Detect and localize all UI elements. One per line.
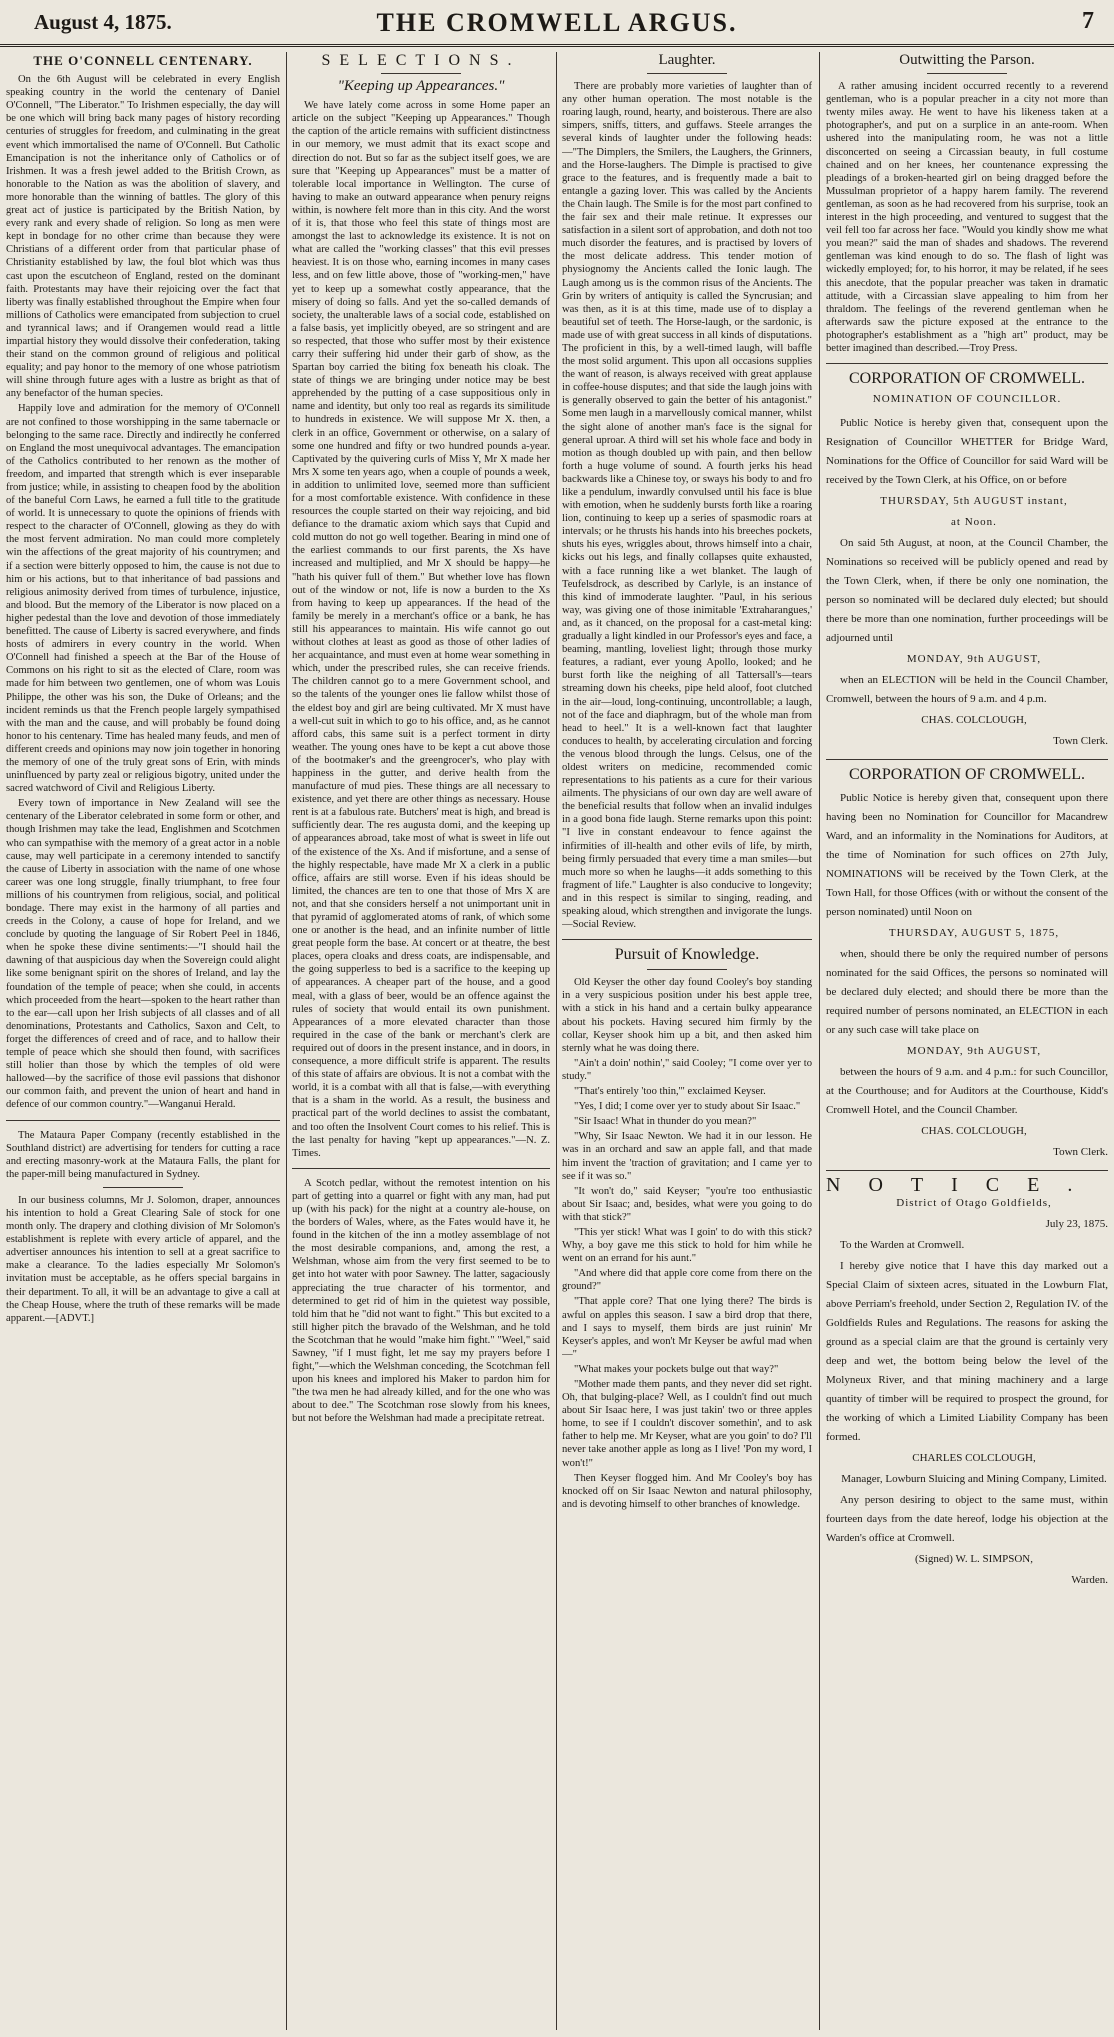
column-2 (292, 52, 550, 2030)
article-paragraph: "Mother made them pants, and they never did set right. Oh, that bulging-place? Well, as I couldn't find out much about Sir Isaac here, I was just takin' two or three apples home, to see if I couldn't discover somethin', and to ask father to help me. Mr Keyser, what are you goin' to do? I'll never take another apple as long as I live! 'Pon my word, I won't!" (562, 1379, 812, 1469)
masthead (0, 0, 1114, 47)
column-3 (562, 52, 812, 2030)
article-heading: Pursuit of Knowledge. (614, 946, 760, 964)
notice-date: THURSDAY, 5th AUGUST instant, (880, 495, 1068, 508)
issue-date: August 4, 1875. (34, 10, 172, 34)
notice-title: NOTICE. (826, 1174, 1101, 1197)
notice-subtitle: NOMINATION OF COUNCILLOR. (872, 393, 1062, 406)
notice-body: On said 5th August, at noon, at the Council Chamber, the Nominations so received will be publicly opened and read by the Town Clerk, when, if there be only one nomination, the person so nominated will be declared duly elected; but should there be more than one nomination, further proceedings will be adjourned until (826, 537, 1108, 645)
notice-body: Public Notice is hereby given that, consequent upon the Resignation of Councillor WHETTER for Bridge Ward, Nominations for the Office of Councillor for said Ward will be received by the Town Clerk, at his Office, on or before (826, 417, 1108, 487)
divider (103, 1187, 183, 1188)
article-paragraph: Old Keyser the other day found Cooley's boy standing in a very suspicious position under his best apple tree, with a stick in his hand and a certain bulky appearance about his pockets. Having secured him firmly by the collar, Keyser shook him up a bit, and then asked him sternly what he was doing there. (562, 977, 812, 1054)
divider (381, 73, 461, 74)
divider (826, 363, 1108, 364)
article-paragraph: "That's entirely 'too thin,'" exclaimed Keyser. (574, 1086, 766, 1098)
notice-role: Warden. (1071, 1574, 1108, 1587)
notice-signature: CHAS. COLCLOUGH, (921, 714, 1027, 727)
article-heading: "Keeping up Appearances." (337, 78, 505, 95)
column-1 (6, 52, 280, 2030)
notice-body: between the hours of 9 a.m. and 4 p.m.: for such Councillor, at the Courthouse; and for Auditors at the Courthouse, Kidd's Cromwell Hotel, and the Council Chamber. (826, 1066, 1108, 1117)
notice-title: CORPORATION OF CROMWELL. (848, 370, 1085, 388)
divider (647, 969, 727, 970)
notice-signature: (Signed) W. L. SIMPSON, (915, 1553, 1033, 1566)
article-paragraph: "This yer stick! What was I goin' to do with this stick? Why, a boy gave me this stick to hold for him while he went on an errand for his aunt." (562, 1226, 812, 1265)
column-rule (286, 52, 287, 2030)
column-rule (819, 52, 820, 2030)
divider (292, 1168, 550, 1169)
notice-signature: CHAS. COLCLOUGH, (921, 1125, 1027, 1138)
article-heading: Outwitting the Parson. (899, 52, 1035, 68)
notice-title: CORPORATION OF CROMWELL. (848, 766, 1085, 784)
column-4 (826, 52, 1108, 2030)
notice-date: MONDAY, 9th AUGUST, (906, 1045, 1042, 1058)
divider (647, 73, 727, 74)
notice-signature: CHARLES COLCLOUGH, (912, 1452, 1036, 1465)
notice-body: Any person desiring to object to the same must, within fourteen days from the date hereof, lodge his objection at the Warden's office at Cromwell. (826, 1494, 1108, 1545)
news-item: In our business columns, Mr J. Solomon, draper, announces his intention to hold a Great Clearing Sale of stock for one month only. The drapery and clothing division of Mr Solomon's establishment is replete with every article of apparel, and the advertiser announces his intention to sell at a great sacrifice to make a clearance. To the ladies especially Mr Solomon's invitation must be acceptable, as he offers special bargains in their department. To all, it will be an advantage to give a call at the Cheap House, where the truth of these remarks will be made apparent.—[ADVT.] (6, 1194, 280, 1324)
notice-body: I hereby give notice that I have this day marked out a Special Claim of sixteen acres, situated in the Lowburn Flat, above Perriam's freehold, under Section 2, Regulation IV. of the Goldfields Rules and Regulations. The reasons for asking the ground as a special claim are that the ground is certainly very deep and wet, the bottom being below the level of the Molyneux River, and that mining machinery and a large quantity of timber will be required to prospect the ground, for the working of which a Limited Liability Company has been formed. (826, 1260, 1108, 1444)
notice-date: July 23, 1875. (1045, 1218, 1108, 1231)
section-heading: SELECTIONS. (321, 52, 521, 69)
newspaper-title: THE CROMWELL ARGUS. (376, 8, 738, 37)
notice-body: Public Notice is hereby given that, consequent upon there having been no Nomination for Councillor for Macandrew Ward, and an informality in the Nominations for Auditors, at the time of Nomination for such offices on 27th July, NOMINATIONS will be received by the Town Clerk, at the Town Hall, for those Offices (with or without the consent of the person nominated) until Noon on (826, 792, 1108, 919)
divider (6, 1120, 280, 1121)
notice-addressee: To the Warden at Cromwell. (840, 1239, 965, 1252)
article-paragraph: "And where did that apple core come from there on the ground?" (562, 1268, 812, 1293)
article-paragraph: A Scotch pedlar, without the remotest intention on his part of getting into a quarrel or fight with any man, had put up (with his pack) for the night at a country ale-house, on the borders of Wales, where, as the Fates would have it, he found in the kitchen of the inn a motley assemblage of not the most desirable companions, and, among the rest, a Welshman, whose aim from the very first seemed to be to get into hot water with poor Sawney. The latter, sagaciously appreciating the true character of his tormentor, and determined to get rid of him in the quietest way possible, told him that he "did not want to fight." This but excited to a still higher pitch the bravado of the Welshman, and he told the Scotchman that he would "make him fight." "Weel," said Sawney, "if I must fight, let me say my prayers before I fight,"—which the Welshman conceding, the Scotchman fell upon his knees and implored his Maker to pardon him for "the twa men he had already killed, and for the one who was about to dee." The Scotchman rose slowly from his knees, but not before the Welshman had made a precipitate retreat. (292, 1177, 550, 1425)
public-notice (826, 768, 1108, 1162)
article-paragraph: "Sir Isaac! What in thunder do you mean?" (574, 1116, 757, 1128)
divider (562, 939, 812, 940)
article-heading: THE O'CONNELL CENTENARY. (33, 53, 253, 68)
article-paragraph: "Yes, I did; I come over yer to study about Sir Isaac." (574, 1101, 801, 1113)
article-paragraph: A rather amusing incident occurred recently to a reverend gentleman, who is a popular preacher in a city not more than twenty miles away. He went to have his likeness taken at a photographer's, and put on a surplice in an ante-room. When ushered into the manipulating room, he was not a little disconcerted on seeing a Circassian beauty, in full costume chained and on her knees, her countenance expressing the pleadings of a broken-hearted girl on being dragged before the Mussulman proprietor of a happy harem family. The reverend gentleman, as soon as he had recovered from his surprise, took an interest in the high proceeding, and ventured to suggest that the veil fell too far across her face. "Would you kindly show me what you mean?" said the man of shades and shadows. The reverend gentleman was kind enough to do so. The flash of light was wickedly employed; for, to his horror, it may be related, if he sees this anecdote, that the popular preacher was taken in dramatic attitude, with a Circassian slave appealing to him from her thraldom. The feelings of the reverend gentleman when he afterwards saw the picture exposed at the entrance to the photographer's establishment as a "high art" product, may be better imagined than described.—Troy Press. (826, 81, 1108, 354)
article-paragraph: "Ain't a doin' nothin'," said Cooley; "I come over yer to study." (562, 1057, 812, 1082)
divider (927, 73, 1007, 74)
notice-role: Town Clerk. (1053, 1146, 1108, 1159)
article-paragraph: Happily love and admiration for the memory of O'Connell are not confined to those worshipping in the same tabernacle or belonging to the same race. Directly and indirectly he conferred on England the most unequivocal advantages. The emancipation of the Catholics contributed to her renown as the mother of freedom, and imparted that strength which is ever inseparable from justice; while, in assisting to cheapen food by the abolition of the baneful Corn Laws, he earned a full title to the gratitude of world. It is unnecessary to quote the opinions of friends with respect to the character of O'Connell, glowing as they do with the most fervent admiration. No man could more completely win the affections of the great majority of his countrymen; and if a section were bitterly opposed to him, the cause is not due to him or his actions, but to that inheritance of bad passions and religious animosity derived from times of turbulence, injustice, and blood. But the memory of the Liberator is now placed on a higher pedestal than the love and devotion of those immediately benefitted. The cause of Liberty is sacred everywhere, and finds hosts of admirers in every country in the world. When O'Connell had finished a speech at the Bar of the House of Commons on his right to sit as the elected of Clare, room was made for him between two gentlemen, one of whom was Louis Philippe, the other was his son, the Duke of Orleans; and the incident reminds us that the French people largely sympathised with the man and the cause, and will probably be found doing honor to his centenary. Time has healed many feuds, and men of different creeds and opinions may now join together in honoring the memory of one of the truly great sons of Erin, with minds uninfluenced by party zeal or religious bigotry, united under the sacred watchword of Civil and Religious Liberty. (6, 403, 280, 795)
article-paragraph: We have lately come across in some Home paper an article on the subject "Keeping up Appearances." Though the caption of the article remains with sufficient distinctness in our memory, we must admit that its exact scope and direction do not. But so far as the subject itself goes, we are sure that "Keeping up Appearances" must be a matter of tolerable local importance in Wellington. The curse of having to make an outward appearance when penury reigns within, is nowhere felt more than in this city. And the worst of it is, that those who feel this state of things most are amongst the last to acknowledge its existence. It is not on what are called the "working classes" that this evil presses heaviest. It is on those who, earning incomes in many cases less, and on few little above, those of "working-men," have yet to keep up a somewhat costly appearance, that the misery of doing so falls. And yet the so-called demands of society, the unalterable laws of a social code, established on a false basis, yet implicitly obeyed, are so stringent and are so respected, that those who suffer most by their existence carry their suffering hid under their garb of show, as the Spartan boy carried the biting fox beneath his cloak. The state of things we are bringing under notice may be best apprehended by the putting of a case suppositious only in name and identity, but only too real as regards its similitude to hundreds in existence. We will suppose Mr X. then, a clerk in an office, Government or otherwise, on a salary of some one hundred and fifty or two hundred pounds a-year. Captivated by the quivering curls of Miss Y, Mr X made her Mrs X some ten years ago, when a couple of pounds a week, in addition to unlimited love, seemed more than sufficient for a most comfortable existence. With confidence in these resources the couple started on their way rejoicing, and bid defiance to the dramatic axiom which says that Cupid and cold mutton do not go well together. Bearing in mind one of the earliest commands to our first parents, the Xs have increased and multiplied, and Mr X should be happy—he "hath his quiver full of them." But whether love has flown out of the window or not, life is now a burden to the Xs from having to keep up appearances. If the head of the family be merely in a merchant's office or a bank, he has still his appearances to maintain. His wife cannot go out without clothes at least as good as those of other ladies of her acquaintance, and must even at home wear something in which, under the prescribed rules, she can receive friends. The children cannot go to a mere Government school, and so the talents of the younger ones lie fallow whilst those of the eldest boy and girl are being cultivated. Mr X must have a well-cut suit in which to go to his office, and, as he cannot afford cabs, this same suit is a perfect torment in dirty weather. The young ones have to be kept a cut above those of the bootmaker's and the greengrocer's, who play with happiness in the gutter, and derive health from the manufacture of mud pies. These things are all necessary to existence, and yet there are other things as necessary. House rent is at a fabulous rate. Butchers' meat is high, and bread is sufficiently dear. The res augusta domi, and the keeping up of appearances abroad, take most of what is sweet in life out of the existence of the Xs. And if misfortune, and a sense of the highly respectable, have made Mr X a clerk in a public office, affairs are still worse. Even if his ideas should be limited, the chances are ten to one that those of Mrs X are not, and that she considers herself a not unimportant unit in that pyramid of agglomerated atoms of rank, of which some one or another is the head, and an infinite number of little great people form the base. At concert or at theatre, the best places, opera cloaks and dress coats, are indispensable, and the going supperless to bed is a sacrifice to the keeping up of appearances. A cheaper part of the house, and a good meal, with a glass of beer, would be an offence against the rules of society that would entail its own punishment. Appearances of a more elevated character than those required in the case of the bank or merchant's clerk are required out of doors in the present instance, and in doors, in consequence, a more difficult strife is apparent. The results of this state of affairs are obvious. It is not a combat with the world, it is a combat with all that is false,—with everything that is a sham in the world. As a result, the business and practical part of the world declines to assist the combatant, and too often the Insolvent Court comes to his relief. This is the last penalty for having "kept up appearances."—N. Z. Times. (292, 100, 550, 1159)
notice-role: Manager, Lowburn Sluicing and Mining Company, Limited. (841, 1473, 1107, 1486)
article-heading: Laughter. (658, 52, 716, 68)
article-paragraph: Then Keyser flogged him. And Mr Cooley's boy has knocked off on Sir Isaac Newton and natural philosophy, and is devoting himself to other branches of knowledge. (562, 1472, 812, 1510)
article-paragraph: There are probably more varieties of laughter than of any other human operation. The most notable is the roaring laugh, round, hearty, and boisterous. There are also simpers, sniffs, titters, and guffaws. Steele arranges the several kinds of laughter under the following heads:—"The Dimplers, the Smilers, the Laughers, the Grinners, and the Horse-laughers. The Dimple is practised to give grace to the features, and is frequently made a bait to entangle a gazing lover. This was called by the Ancients the Chain laugh. The Smile is for the most part confined to the fair sex and their male retinue. It expresses our satisfaction in a silent sort of approbation, and doth not too much disorder the features, and is practised by lovers of the most delicate address. This tender motion of physiognomy the Ancients called the Ionic laugh. The Laugh among us is the common risus of the Ancients. The Grin by writers of antiquity is called the Syncrusian; and was then, as it is at this time, made use of to display a beautiful set of teeth. The Horse-laugh, or the sardonic, is made use of with great success in all kinds of disputations. The proficient in this, by a well-timed laugh, will baffle the most solid argument. This upon all occasions supplies the want of reason, is always received with great applause in coffee-house disputes; and that side the laugh joins with is generally observed to gain the better of his antagonist." Some men laugh in a marvellously comical manner, whilst the sight alone of another man's face is the signal for general uproar. A third will set his whole face and body in motion as though doubled up with pain, and then bellow forth a huge volume of sound. A fourth jerks his head backwards like a Chinese toy, or sways his body to and fro like a pendulum, inwardly convulsed until his face is blue with emotion, when he suddenly bursts forth like a roaring lion, continuing to keep up a series of spasmodic roars at intervals; or he thrusts his hands into his breeches pockets, shuts his eyes, wriggles about, throws himself into a chair, kicks out his legs, and finally collapses quite exhausted, with a face running like a wet blanket. The laugh of Teufelsdrock, as described by Carlyle, is an instance of this kind of immoderate laughter. "Paul, in his serious way, was giving one of those inimitable 'Extraharangues,' and, as it chanced, on the proposal for a cast-metal king: gradually a light kindled in our Professor's eyes and face, a beaming, mantling, loveliest light; through those murky features, a radiant, ever young Apollo, looked; and he burst forth like the neighing of all Tattersall's—tears streaming down his cheeks, pipe held aloof, foot clutched in the air—loud, long-continuing, uncontrollable; a laugh, not of the face and diaphragm, but of the whole man from head to heel." It is a well-known fact that laughter conduces to health, by accelerating circulation and forcing the venous blood through the lungs. Celsus, one of the oldest writers on medicine, recommended comic representations to his patients as a cure for their various ailments. The physicians of our own day are well aware of the beneficial results that follow when an invalid indulges in a good bona fide laugh. Sterne remarks upon this point: "I live in constant endeavour to fence against the infirmities of ill-health and other evils of life, by mirth, being firmly persuaded that every time a man smiles—but much more so when he laughs—it adds something to this fragment of life." Laughter is also conducive to longevity; and in this respect is similar to singing, reading, and speaking aloud, which strengthen and invigorate the lungs.—Social Review. (562, 81, 812, 931)
notice-date: MONDAY, 9th AUGUST, (906, 653, 1042, 666)
public-notice (826, 372, 1108, 751)
page-number: 7 (1082, 8, 1094, 34)
notice-date: THURSDAY, AUGUST 5, 1875, (888, 927, 1060, 940)
article-paragraph: "That apple core? That one lying there? The birds is awful on apples this season. I saw a bird drop that there, and I says to myself, them birds are just ruinin' Mr Keyser's apples, and won't Mr Keyser be awful mad when—" (562, 1296, 812, 1360)
notice-time: at Noon. (951, 516, 997, 529)
article-paragraph: Every town of importance in New Zealand will see the centenary of the Liberator celebrated in some form or other, and though Irishmen may take the lead, Englishmen and Scotchmen who can sympathise with the memory of a great actor in a noble cause, may well participate in a ceremony intended to sanctify the cause of Liberty in association with the name of one whose career was one long struggle, finally triumphant, to free four millions of his countrymen from religious, social, and political bondage. There may exist in the harmony of all parties and creeds in the Colony, a cause of hope for Ireland, and we conclude by quoting the language of Sir Robert Peel in 1846, when he spoke these divine sentiments:—"I should hail the dawning of that auspicious day when the Sovereign could alight like some benignant spirit on the shores of Ireland, and lay the foundation of the temple of peace; when she could, in accents which proceeded from the heart—spoken to the heart rather than to the ear—call upon her Irish subjects of all classes and of all denominations, Protestants and Catholics, Saxon and Celt, to forget the differences of creed and of race, and to hallow their temple of peace which she should then found, with sacrifices still holier than those by which the temples of old were hallowed—by the sacrifice of those evil passions that dishonor our common faith, and prevent the union of heart and hand in defence of our common country."—Wanganui Herald. (6, 798, 280, 1111)
divider (826, 759, 1108, 760)
notice-district: District of Otago Goldfields, (896, 1197, 1052, 1210)
article-paragraph: On the 6th August will be celebrated in every English speaking country in the world the centenary of Daniel O'Connell, "The Liberator." To Irishmen especially, the day will be one which will bring back many pages of history recording centuries of struggles for freedom, and culminating in the great event which immortalised the name of O'Connell. But Catholic Emancipation is not the inheritance only of Catholics or of Irishmen. It was a fresh jewel added to the British Crown, as honorable to the Nation as was the abolition of slavery, and more honorable than the winning of battles. The glory of this great act of justice is participated by the British Nation, by every rank and every shade of religion. So long as men were kept in bondage for no other crime than because they were Christians of a different order from that particular phase of Christianity established by law, the foul blot which was thus cast upon the escutcheon of England, rested on the dominant faith. Protestants may have their rejoicing over the fact that liberty was finally established throughout the Empire when four millions of Catholics were emancipated from subjection to cruel and tyrannical laws; and if Orangemen would read a little impartial history they would dissolve their confederation, taking their stand on the common ground of religious and political equality; and pay honor to the memory of one whose patriotism will shine through future ages with a lustre as bright as that of any benefactor of the human species. (6, 74, 280, 400)
news-item: The Mataura Paper Company (recently established in the Southland district) are advertising for tenders for cutting a race and erecting masonry-work at the Mataura Falls, the plant for the paper-mill being manufactured in Sydney. (6, 1129, 280, 1180)
notice-body: when, should there be only the required number of persons nominated for the said Offices, the persons so nominated will be declared duly elected; and should there be more than the required number of persons nominated, an ELECTION in each or any such case will take place on (826, 948, 1108, 1037)
public-notice (826, 1174, 1108, 1590)
article-paragraph: "Why, Sir Isaac Newton. We had it in our lesson. He was in an orchard and saw an apple fall, and that made him invent the 'traction of gravitation; and I came yer to see if it was so." (562, 1131, 812, 1182)
article-paragraph: "It won't do," said Keyser; "you're too enthusiastic about Sir Isaac; and, besides, what were you going to do with that stick?" (562, 1185, 812, 1223)
notice-role: Town Clerk. (1053, 735, 1108, 748)
divider (826, 1170, 1108, 1171)
article-paragraph: "What makes your pockets bulge out that way?" (574, 1363, 779, 1375)
column-rule (556, 52, 557, 2030)
notice-body: when an ELECTION will be held in the Council Chamber, Cromwell, between the hours of 9 a.m. and 4 p.m. (826, 674, 1108, 706)
